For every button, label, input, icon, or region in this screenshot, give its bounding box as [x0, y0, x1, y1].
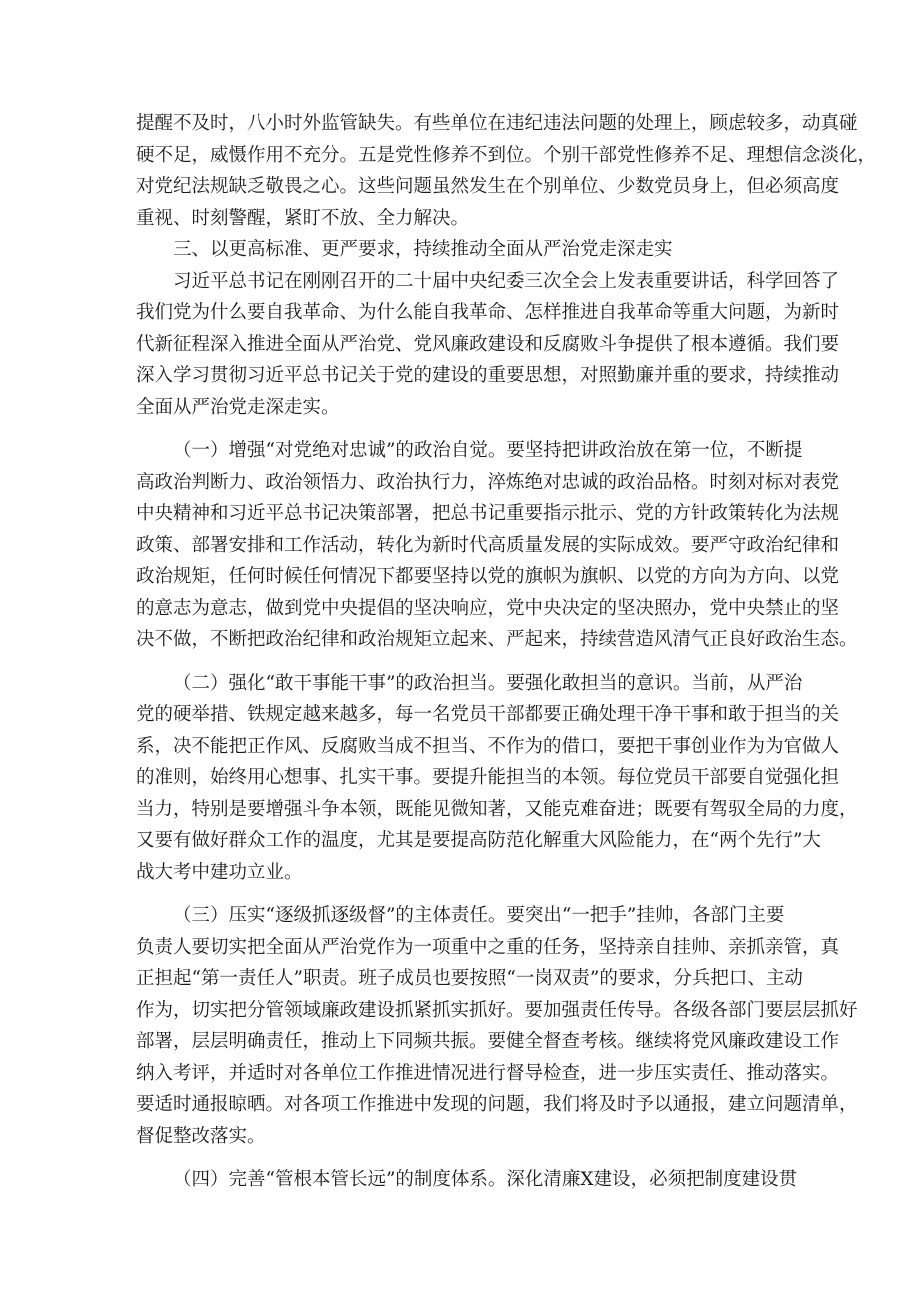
text-line: 纳入考评，并适时对各单位工作推进情况进行督导检查，进一步压实责任、推动落实。 [136, 1062, 840, 1084]
text-line: （三）压实“逐级抓逐级督”的主体责任。要突出“一把手”挂帅，各部门主要 [173, 905, 785, 926]
text-line: 要适时通报晾晒。对各项工作推进中发现的问题，我们将及时予以通报，建立问题清单， [136, 1094, 858, 1115]
text-line: 提醒不及时，八小时外监管缺失。有些单位在违纪违法问题的处理上，顾虑较多，动真碰 [136, 113, 858, 134]
text-line: 深入学习贯彻习近平总书记关于党的建设的重要思想，对照勤廉并重的要求，持续推动 [136, 365, 840, 386]
paragraph-item-3 [136, 900, 858, 1152]
text-line: 重视、时刻警醒，紧盯不放、全力解决。 [136, 207, 470, 229]
text-line: 习近平总书记在刚刚召开的二十届中央纪委三次全会上发表重要讲话，科学回答了 [173, 270, 840, 292]
text-line: 部署，层层明确责任，推动上下同频共振。要健全督查考核。继续将党风廉政建设工作 [136, 1031, 840, 1052]
text-line: 作为，切实把分管领域廉政建设抓紧抓实抓好。要加强责任传导。各级各部门要层层抓好 [136, 999, 858, 1021]
text-line: 督促整改落实。 [136, 1125, 266, 1147]
text-line: 又要有做好群众工作的温度，尤其是要提高防范化解重大风险能力，在“两个先行”大 [136, 830, 821, 851]
text-line: 代新征程深入推进全面从严治党、党风廉政建设和反腐败斗争提供了根本遵循。我们要 [136, 333, 840, 355]
text-line: 战大考中建功立业。 [136, 861, 303, 883]
text-line: （四）完善“管根本管长远”的制度体系。深化清廉X建设，必须把制度建设贯 [173, 1169, 798, 1190]
paragraph-item-4 [136, 1164, 802, 1196]
text-line: 政治规矩，任何时候任何情况下都要坚持以党的旗帜为旗帜、以党的方向为方向、以党 [136, 566, 840, 587]
paragraph-item-1 [136, 435, 858, 656]
text-line: 决不做，不断把政治纪律和政治规矩立起来、严起来，持续营造风清气正良好政治生态。 [136, 629, 858, 650]
text-line: 我们党为什么要自我革命、为什么能自我革命、怎样推进自我革命等重大问题，为新时 [136, 302, 840, 323]
paragraph-item-2 [136, 668, 858, 889]
text-line: （二）强化“敢干事能干事”的政治担当。要强化敢担当的意识。当前，从严治 [173, 672, 803, 694]
text-line: 硬不足，威慑作用不充分。五是党性修养不到位。个别干部党性修养不足、理想信念淡化， [136, 144, 877, 166]
text-line: 的意志为意志，做到党中央提倡的坚决响应，党中央决定的坚决照办，党中央禁止的坚 [136, 597, 840, 619]
text-line: 全面从严治党走深走实。 [136, 396, 340, 418]
text-line: 的准则，始终用心想事、扎实干事。要提升能担当的本领。每位党员干部要自觉强化担 [136, 767, 840, 788]
section-heading: 三、以更高标准、更严要求，持续推动全面从严治党走深走实 [173, 239, 673, 260]
text-line: 负责人要切实把全面从严治党作为一项重中之重的任务，坚持亲自挂帅、亲抓亲管，真 [136, 936, 840, 958]
text-line: 正担起“第一责任人”职责。班子成员也要按照“一岗双责”的要求，分兵把口、主动 [136, 968, 803, 989]
text-line: 中央精神和习近平总书记决策部署，把总书记重要指示批示、党的方针政策转化为法规 [136, 503, 840, 524]
text-line: 系，决不能把正作风、反腐败当成不担当、不作为的借口，要把干事创业作为为官做人 [136, 735, 840, 757]
text-line: 高政治判断力、政治领悟力、政治执行力，淬炼绝对忠诚的政治品格。时刻对标对表党 [136, 471, 840, 493]
text-line: 政策、部署安排和工作活动，转化为新时代高质量发展的实际成效。要严守政治纪律和 [136, 534, 840, 556]
document-page [136, 108, 877, 1196]
text-line: 当力，特别是要增强斗争本领，既能见微知著，又能克难奋进；既要有驾驭全局的力度， [136, 798, 858, 820]
text-line: （一）增强“对党绝对忠诚”的政治自觉。要坚持把讲政治放在第一位，不断提 [173, 440, 803, 461]
paragraph-section-intro [136, 266, 840, 424]
paragraph-intro [136, 108, 877, 234]
text-line: 对党纪法规缺乏敬畏之心。这些问题虽然发生在个别单位、少数党员身上，但必须高度 [136, 176, 840, 197]
text-line: 党的硬举措、铁规定越来越多，每一名党员干部都要正确处理干净干事和敢于担当的关 [136, 704, 840, 725]
